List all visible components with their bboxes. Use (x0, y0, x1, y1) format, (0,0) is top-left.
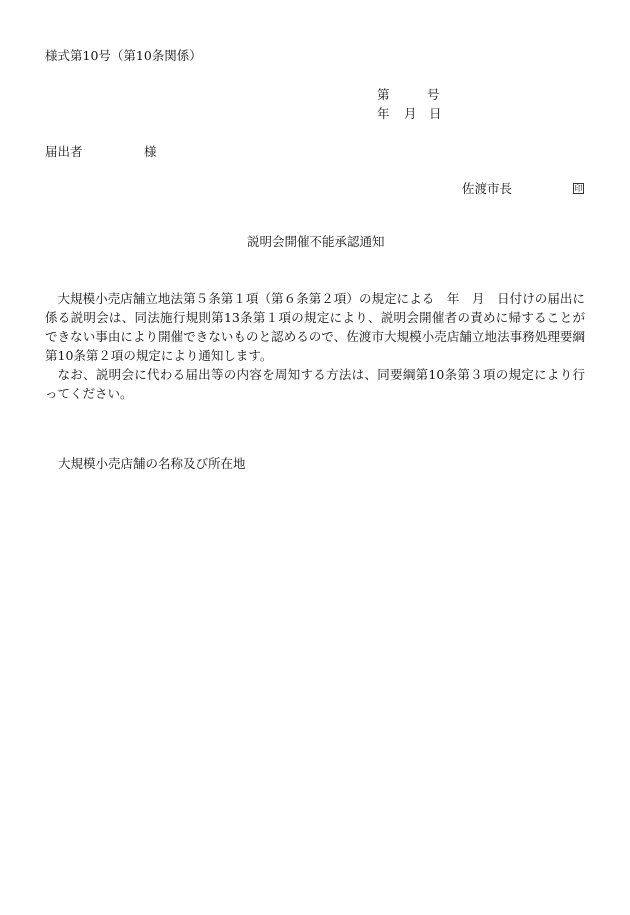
body-paragraph-2: なお、説明会に代わる届出等の内容を周知する方法は、同要綱第10条第３項の規定により行ってください。 (45, 367, 585, 401)
document-title: 説明会開催不能承認通知 (247, 234, 385, 249)
date-month: 月 (404, 106, 417, 121)
sender-name: 佐渡市長 (462, 181, 513, 196)
date-year: 年 (377, 106, 390, 121)
notice-number-suffix: 号 (427, 87, 440, 102)
notice-number-prefix: 第 (377, 87, 390, 102)
store-name-location-label: 大規模小売店舗の名称及び所在地 (58, 456, 246, 471)
form-number: 様式第10号（第10条関係） (45, 48, 202, 63)
date-day: 日 (429, 106, 442, 121)
addressee-honorific: 様 (144, 144, 157, 159)
addressee-label: 届出者 (45, 144, 83, 159)
body-paragraph-1: 大規模小売店舗立地法第５条第１項（第６条第２項）の規定による 年 月 日付けの届出に係る説明会は、同法施行規則第13条第１項の規定により、説明会開催者の責めに帰することができない事由により開催できないものと認めるので、佐渡市大規模小売店舗立地法事務処理要綱第10条第２項の規定により通知します。 (45, 291, 585, 363)
seal-mark: 印 (574, 183, 583, 193)
